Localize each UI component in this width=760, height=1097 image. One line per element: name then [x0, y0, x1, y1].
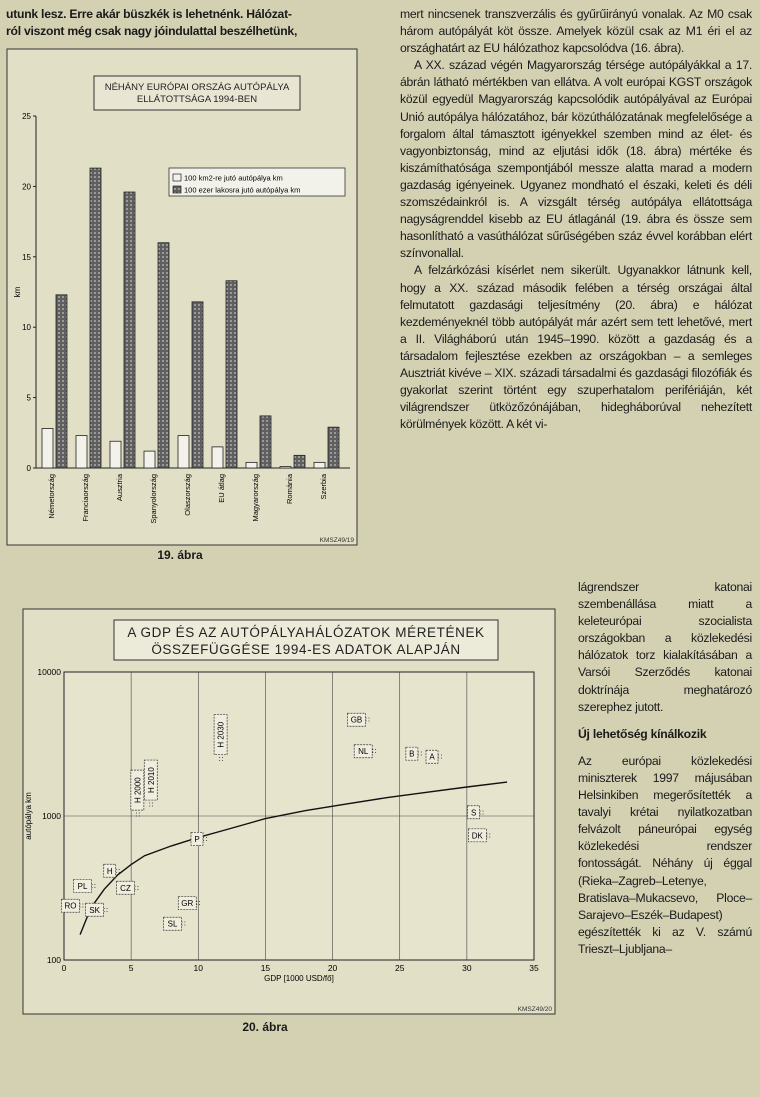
- point-label: NL: [358, 747, 369, 757]
- y-tick-label: 25: [22, 112, 31, 121]
- point-label: SK: [89, 905, 100, 915]
- data-point-label-group: [61, 899, 79, 912]
- data-point-label-group: [164, 917, 182, 930]
- section-heading: Új lehetőség kínálkozik: [578, 726, 707, 741]
- data-point: ∷: [134, 885, 139, 893]
- x-tick-label: 30: [462, 963, 472, 973]
- legend-swatch: [173, 174, 181, 181]
- bar: [76, 436, 87, 468]
- data-point: ∷: [202, 836, 208, 844]
- y-tick-label: 0: [26, 464, 31, 473]
- data-point-label-group: [86, 903, 104, 916]
- point-label: GB: [350, 715, 363, 725]
- figure-20-scatter-chart: [22, 608, 556, 1016]
- x-tick-label: Románia: [285, 474, 294, 505]
- right-column-text: [400, 6, 752, 433]
- legend-label: 100 ezer lakosra jutó autópálya km: [184, 185, 301, 195]
- data-point: ∷: [135, 812, 141, 820]
- legend-label: 100 km2-re jutó autópálya km: [184, 173, 283, 183]
- chart-title: A GDP ÉS AZ AUTÓPÁLYAHÁLÓZATOK MÉRETÉNEK: [127, 625, 485, 640]
- bar: [246, 462, 257, 468]
- bar: [280, 467, 291, 468]
- data-point-label-group: [191, 832, 203, 845]
- point-label: H 2010: [146, 767, 156, 793]
- point-label: P: [194, 834, 200, 844]
- point-label: GR: [181, 899, 194, 909]
- figure-code: KMSZ49/20: [517, 1006, 552, 1013]
- data-point: ∷: [149, 802, 154, 810]
- right-narrow-column-text: [578, 579, 752, 958]
- point-label: B: [409, 749, 415, 759]
- x-tick-label: 35: [529, 963, 539, 973]
- x-tick-label: EU átlag: [217, 474, 226, 503]
- point-label: DK: [471, 831, 483, 841]
- data-point: ∷: [218, 756, 224, 764]
- data-point-label-group: [104, 864, 116, 877]
- figure-19-caption: 19. ábra: [157, 548, 203, 562]
- bar: [314, 462, 325, 468]
- data-point: ∷: [437, 754, 443, 762]
- y-tick-label: 10: [22, 323, 31, 333]
- x-tick-label: Olaszország: [183, 474, 192, 516]
- x-tick-label: 0: [61, 963, 67, 973]
- data-point-label-group: [144, 760, 157, 800]
- data-point: ∷: [103, 907, 108, 915]
- data-point: ∷: [196, 900, 201, 908]
- bar: [56, 295, 67, 468]
- left-column-text: [6, 6, 358, 40]
- point-label: RO: [64, 901, 77, 911]
- x-tick-label: 15: [260, 963, 271, 973]
- data-point: ∷: [79, 903, 84, 911]
- point-label: A: [429, 752, 435, 762]
- bar: [90, 168, 101, 468]
- y-tick-label: 10000: [37, 667, 61, 677]
- figure-code: KMSZ49/19: [319, 537, 354, 544]
- figure-20-caption: 20. ábra: [242, 1020, 288, 1034]
- bar: [178, 436, 189, 468]
- data-point-label-group: [354, 745, 372, 758]
- y-tick-label: 100: [46, 955, 61, 965]
- point-label: SL: [167, 919, 178, 929]
- data-point-label-group: [468, 806, 480, 819]
- bar: [192, 302, 203, 468]
- data-point-label-group: [74, 879, 92, 892]
- x-axis-label: GDP [1000 USD/fő]: [264, 974, 334, 983]
- bar: [110, 441, 121, 468]
- data-point: ∷: [371, 748, 377, 756]
- y-axis-label: autópálya km: [24, 792, 33, 840]
- text-line: utunk lesz. Erre akár büszkék is lehetnénk. Hálózat-: [6, 7, 292, 21]
- paragraph: A felzárkózási kísérlet nem sikerült. Ugyanakkor látnunk kell, hogy a XX. század második felében a térség országai által felmutatott gazdasági teljesítmény (20. ábra) e hálózat kezdeményeknél több autópályát már azért sem tett lehetővé, mert a II. Világháború után 1945–1990. között a gazdaság és a társadalom fejlesztése ezekben az országokban – a semleges Ausztriát kivéve – XIX. századi társadalmi és gazdasági filozófiák és gyakorlat szerint történt egy szuperhatalom perifériáján, két világrendszer ütközőzónájában, hidegháborúval nehezített körülmények között. A két vi-: [400, 263, 752, 432]
- bar: [144, 451, 155, 468]
- chart-title: NÉHÁNY EURÓPAI ORSZÁG AUTÓPÁLYA: [104, 82, 290, 93]
- x-tick-label: Szerbia: [319, 474, 328, 500]
- data-point-label-group: [131, 770, 144, 810]
- data-point: ∷: [115, 868, 120, 876]
- data-point-label-group: [117, 881, 135, 894]
- x-tick-label: Magyarország: [251, 474, 260, 522]
- data-point-label-group: [347, 713, 365, 726]
- bar: [124, 192, 135, 468]
- point-label: PL: [77, 881, 88, 891]
- x-tick-label: 20: [327, 963, 338, 973]
- data-point-label-group: [468, 829, 486, 842]
- bar: [42, 429, 53, 468]
- x-tick-label: Franciaország: [81, 474, 90, 522]
- paragraph: lágrendszer katonai szembenállása miatt a keleteurópai szocialista országokban a közlekedési hálózatok torz kialakításában a Varsói Szerződés katonai doktrínája meghatározó szerephez jutott.: [578, 580, 752, 714]
- x-tick-label: Németország: [47, 474, 56, 519]
- data-point-label-group: [214, 715, 227, 755]
- data-point-label-group: [426, 750, 438, 763]
- paragraph: mert nincsenek transzverzális és gyűrűirányú vonalak. Az M0 csak három autópályát köt össze. Amelyek közül csak az M1 éri el az országhatárt az EU hálózathoz kapcsolódva (16. ábra).: [400, 7, 752, 56]
- bar: [212, 447, 223, 468]
- point-label: CZ: [120, 883, 131, 893]
- bar: [328, 427, 339, 468]
- bar: [158, 243, 169, 468]
- data-point-label-group: [178, 897, 196, 910]
- chart-title: ELLÁTOTTSÁGA 1994-BEN: [136, 94, 258, 105]
- paragraph: A XX. század végén Magyarország térsége autópályákkal a 17. ábrán látható mértékben van ellátva. A volt európai KGST országok közül egyedül Magyarország kapcsolódik autópályával az Európai Unió autópálya hálózatához, bár közúthálózatának megfelelősége a forgalom által támasztott igényekkel szemben mind az élet- és vagyonbiztonság, mind az eljutási idők (18. ábra) mértéke és kiszámíthatósága szempontjából messze alatta marad a modern gazdaság igényeinek. Ugyanez mondható el északi, keleti és déli szomszédainkról is. A vizsgált térség autópálya ellátottsága nagyságrenddel kisebb az EU átlagánál (19. ábra és össze sem hasonlítható a vasúthálózat sűrűségében száz évvel korábban elért színvonallal.: [400, 58, 752, 261]
- data-point: ∷: [91, 883, 96, 891]
- x-tick-label: Spanyolország: [149, 474, 158, 524]
- bar: [294, 455, 305, 468]
- y-tick-label: 1000: [42, 811, 61, 821]
- paragraph: Az európai közlekedési miniszterek 1997 májusában Helsinkiben megerősítették a tavalyi krétai nyilatkozatban felvázolt páneurópai egység közlekedési rendszer fontosságát. Néhány új éggal (Rieka–Zagreb–Letenye, Bratislava–Mukacsevo, Ploce–Sarajevo–Eszék–Budapest) egészítették ki az V. számú Trieszt–Ljubljana–: [578, 753, 752, 956]
- data-point: ∷: [479, 809, 484, 817]
- x-tick-label: 10: [193, 963, 204, 973]
- data-point: ∷: [365, 717, 370, 725]
- x-tick-label: 5: [128, 963, 134, 973]
- data-point: ∷: [417, 751, 423, 759]
- data-point: ∷: [486, 832, 491, 840]
- point-label: H 2000: [133, 777, 143, 804]
- figure-19-bar-chart: [6, 48, 358, 548]
- point-label: H 2030: [216, 721, 226, 748]
- point-label: H: [106, 866, 113, 876]
- data-point: ∷: [181, 921, 186, 929]
- x-tick-label: Ausztria: [115, 474, 124, 502]
- y-tick-label: 5: [26, 393, 31, 403]
- bar: [226, 281, 237, 468]
- text-line: ról viszont még csak nagy jóindulattal beszélhetünk,: [6, 24, 298, 39]
- y-tick-label: 20: [22, 182, 31, 192]
- y-tick-label: 15: [22, 252, 31, 262]
- bar: [260, 416, 271, 468]
- chart-title: ÖSSZEFÜGGÉSE 1994-ES ADATOK ALAPJÁN: [151, 642, 461, 657]
- data-point-label-group: [406, 747, 418, 760]
- x-tick-label: 25: [394, 963, 405, 973]
- legend-swatch: [173, 186, 181, 193]
- y-axis-label: km: [13, 286, 22, 298]
- point-label: S: [470, 808, 477, 818]
